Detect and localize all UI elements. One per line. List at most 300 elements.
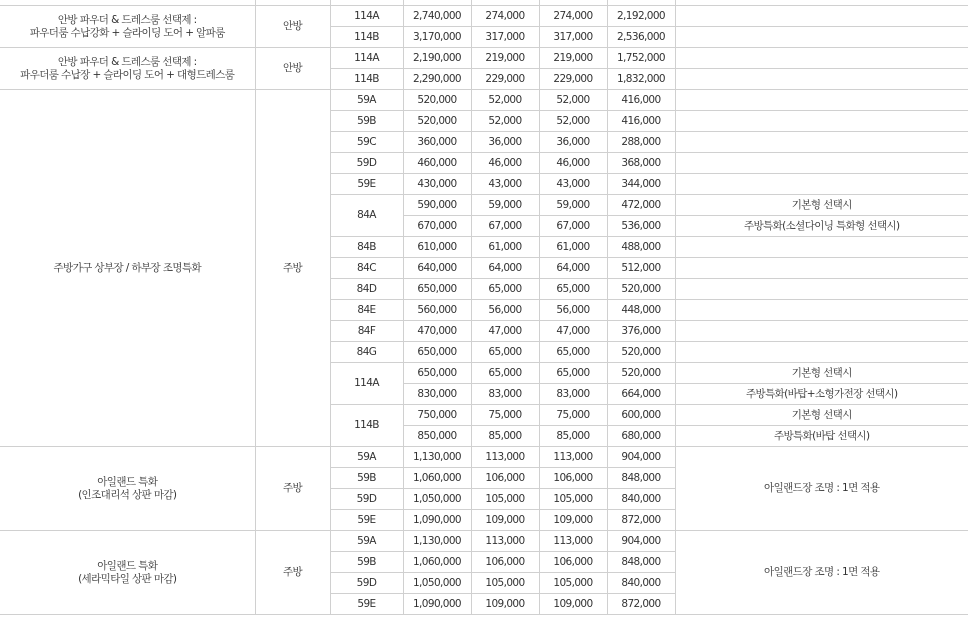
unit-type-label: 59E [357, 513, 376, 526]
item-name-line: (인조대리석 상판 마감) [78, 488, 177, 501]
price-value: 664,000 [621, 387, 661, 400]
price-cell [539, 27, 607, 48]
unit-type-label: 59D [356, 156, 377, 169]
type-cell [330, 174, 403, 195]
price-cell [403, 552, 471, 573]
price-cell [403, 195, 471, 216]
price-value: 67,000 [556, 219, 590, 232]
price-value: 106,000 [553, 471, 593, 484]
note-cell [675, 195, 968, 216]
item-cell [0, 90, 255, 447]
price-value: 52,000 [488, 114, 522, 127]
unit-type-label: 59E [357, 177, 376, 190]
item-name-line: 안방 파우더 & 드레스룸 선택제 : [57, 55, 197, 68]
item-name-line: 아일랜드 특화 [97, 559, 158, 572]
price-value: 59,000 [556, 198, 590, 211]
price-cell [607, 174, 675, 195]
price-value: 109,000 [485, 513, 525, 526]
note-cell [675, 27, 968, 48]
price-value: 448,000 [621, 303, 661, 316]
price-cell [607, 153, 675, 174]
price-cell [539, 468, 607, 489]
price-cell [539, 90, 607, 111]
price-value: 650,000 [417, 282, 457, 295]
price-cell [471, 111, 539, 132]
price-cell [471, 174, 539, 195]
price-value: 872,000 [621, 597, 661, 610]
price-cell [471, 384, 539, 405]
note-text: 주방특화(바탑 선택시) [773, 429, 870, 442]
price-value: 520,000 [417, 93, 457, 106]
price-value: 830,000 [417, 387, 457, 400]
price-cell [539, 153, 607, 174]
price-cell [539, 489, 607, 510]
type-cell [330, 447, 403, 468]
price-value: 85,000 [488, 429, 522, 442]
price-cell [539, 237, 607, 258]
price-cell [607, 279, 675, 300]
price-value: 105,000 [485, 576, 525, 589]
unit-type-label: 84C [357, 261, 376, 274]
price-cell [607, 111, 675, 132]
note-cell [675, 342, 968, 363]
price-value: 65,000 [488, 345, 522, 358]
price-value: 274,000 [553, 9, 593, 22]
note-text: 기본형 선택시 [791, 198, 852, 211]
price-cell [539, 132, 607, 153]
type-cell [330, 258, 403, 279]
price-cell [607, 48, 675, 69]
price-cell [539, 279, 607, 300]
type-cell [330, 363, 403, 405]
price-cell [471, 552, 539, 573]
price-value: 1,832,000 [616, 72, 666, 85]
item-name-line: 파우더룸 수납강화 + 슬라이딩 도어 + 알파룸 [29, 26, 225, 39]
price-value: 1,050,000 [412, 492, 462, 505]
price-cell [539, 216, 607, 237]
price-cell [471, 153, 539, 174]
note-cell [675, 405, 968, 426]
price-value: 904,000 [621, 450, 661, 463]
price-value: 61,000 [556, 240, 590, 253]
price-value: 344,000 [621, 177, 661, 190]
price-cell [403, 174, 471, 195]
note-cell [675, 174, 968, 195]
price-value: 1,752,000 [616, 51, 666, 64]
price-cell [539, 69, 607, 90]
price-cell [471, 363, 539, 384]
price-value: 488,000 [621, 240, 661, 253]
price-cell [539, 342, 607, 363]
price-value: 105,000 [553, 576, 593, 589]
price-cell [539, 531, 607, 552]
price-value: 840,000 [621, 492, 661, 505]
price-value: 59,000 [488, 198, 522, 211]
price-value: 2,190,000 [412, 51, 462, 64]
price-cell [607, 552, 675, 573]
price-cell [471, 69, 539, 90]
price-cell [607, 447, 675, 468]
price-cell [607, 90, 675, 111]
price-value: 416,000 [621, 114, 661, 127]
note-cell [675, 363, 968, 384]
note-cell [675, 426, 968, 447]
unit-type-label: 59B [357, 555, 376, 568]
price-cell [471, 468, 539, 489]
price-cell [471, 594, 539, 615]
price-value: 65,000 [556, 282, 590, 295]
unit-type-label: 59A [357, 450, 376, 463]
type-cell [330, 27, 403, 48]
price-value: 520,000 [621, 282, 661, 295]
note-cell [675, 300, 968, 321]
price-value: 36,000 [556, 135, 590, 148]
note-cell [675, 90, 968, 111]
price-value: 460,000 [417, 156, 457, 169]
location-cell [255, 90, 330, 447]
price-value: 67,000 [488, 219, 522, 232]
item-cell [0, 6, 255, 48]
item-name-line: 주방가구 상부장 / 하부장 조명특화 [53, 261, 201, 274]
price-value: 317,000 [553, 30, 593, 43]
price-cell [403, 510, 471, 531]
price-value: 848,000 [621, 555, 661, 568]
price-cell [607, 468, 675, 489]
price-value: 109,000 [553, 513, 593, 526]
price-cell [403, 258, 471, 279]
price-cell [403, 153, 471, 174]
price-cell [607, 489, 675, 510]
price-value: 113,000 [485, 534, 525, 547]
price-value: 560,000 [417, 303, 457, 316]
price-cell [403, 279, 471, 300]
location-cell [255, 6, 330, 48]
note-cell [675, 216, 968, 237]
price-cell [539, 6, 607, 27]
item-name-line: 파우더룸 수납장 + 슬라이딩 도어 + 대형드레스룸 [20, 68, 235, 81]
price-cell [403, 216, 471, 237]
price-cell [471, 447, 539, 468]
price-value: 512,000 [621, 261, 661, 274]
unit-type-label: 59A [357, 93, 376, 106]
price-value: 670,000 [417, 219, 457, 232]
price-cell [539, 510, 607, 531]
price-value: 848,000 [621, 471, 661, 484]
price-cell [539, 552, 607, 573]
price-cell [403, 384, 471, 405]
type-cell [330, 594, 403, 615]
price-cell [403, 489, 471, 510]
price-value: 106,000 [553, 555, 593, 568]
price-value: 56,000 [488, 303, 522, 316]
location-label: 안방 [282, 62, 303, 74]
unit-type-label: 59C [357, 135, 376, 148]
price-value: 600,000 [621, 408, 661, 421]
type-cell [330, 195, 403, 237]
type-cell [330, 342, 403, 363]
price-cell [539, 111, 607, 132]
type-cell [330, 237, 403, 258]
location-label: 주방 [282, 482, 303, 494]
price-value: 106,000 [485, 555, 525, 568]
type-cell [330, 111, 403, 132]
price-cell [471, 195, 539, 216]
price-cell [607, 426, 675, 447]
price-value: 840,000 [621, 576, 661, 589]
price-cell [607, 510, 675, 531]
type-cell [330, 321, 403, 342]
price-value: 2,290,000 [412, 72, 462, 85]
type-cell [330, 468, 403, 489]
price-cell [607, 216, 675, 237]
unit-type-label: 114B [354, 72, 379, 85]
price-value: 368,000 [621, 156, 661, 169]
note-cell [675, 111, 968, 132]
price-cell [471, 489, 539, 510]
price-cell [471, 510, 539, 531]
type-cell [330, 531, 403, 552]
price-cell [607, 594, 675, 615]
unit-type-label: 114A [354, 377, 379, 389]
price-value: 46,000 [556, 156, 590, 169]
type-cell [330, 405, 403, 447]
price-value: 750,000 [417, 408, 457, 421]
price-cell [403, 6, 471, 27]
price-value: 3,170,000 [412, 30, 462, 43]
type-cell [330, 69, 403, 90]
type-cell [330, 300, 403, 321]
note-text: 기본형 선택시 [791, 408, 852, 421]
price-cell [403, 573, 471, 594]
price-cell [607, 363, 675, 384]
unit-type-label: 59D [356, 576, 377, 589]
price-value: 850,000 [417, 429, 457, 442]
price-value: 109,000 [553, 597, 593, 610]
price-value: 85,000 [556, 429, 590, 442]
price-value: 229,000 [553, 72, 593, 85]
price-value: 2,192,000 [616, 9, 666, 22]
price-cell [403, 363, 471, 384]
location-label: 주방 [282, 566, 303, 578]
location-label: 안방 [282, 20, 303, 32]
price-cell [471, 237, 539, 258]
price-value: 43,000 [556, 177, 590, 190]
price-cell [539, 447, 607, 468]
price-cell [403, 342, 471, 363]
price-value: 1,130,000 [412, 534, 462, 547]
price-value: 65,000 [488, 282, 522, 295]
price-cell [607, 132, 675, 153]
price-value: 113,000 [485, 450, 525, 463]
price-cell [607, 384, 675, 405]
price-cell [539, 48, 607, 69]
note-text: 아일랜드장 조명 : 1면 적용 [764, 566, 880, 578]
type-cell [330, 6, 403, 27]
price-value: 52,000 [488, 93, 522, 106]
unit-type-label: 84A [357, 209, 376, 221]
location-label: 주방 [282, 261, 303, 274]
price-cell [539, 258, 607, 279]
price-value: 520,000 [417, 114, 457, 127]
unit-type-label: 59D [356, 492, 377, 505]
table-row [0, 531, 968, 552]
price-value: 1,060,000 [412, 555, 462, 568]
price-cell [471, 48, 539, 69]
price-cell [539, 384, 607, 405]
price-cell [471, 573, 539, 594]
price-cell [471, 321, 539, 342]
price-cell [403, 27, 471, 48]
type-cell [330, 90, 403, 111]
unit-type-label: 84F [357, 324, 376, 337]
price-cell [403, 468, 471, 489]
unit-type-label: 84B [357, 240, 376, 253]
note-cell [675, 447, 968, 531]
price-value: 61,000 [488, 240, 522, 253]
price-cell [403, 531, 471, 552]
unit-type-label: 59B [357, 114, 376, 127]
price-value: 1,090,000 [412, 513, 462, 526]
price-value: 640,000 [417, 261, 457, 274]
price-value: 65,000 [488, 366, 522, 379]
item-cell [0, 447, 255, 531]
note-cell [675, 237, 968, 258]
price-value: 904,000 [621, 534, 661, 547]
price-value: 56,000 [556, 303, 590, 316]
price-value: 680,000 [621, 429, 661, 442]
price-cell [471, 132, 539, 153]
price-cell [607, 195, 675, 216]
price-value: 52,000 [556, 114, 590, 127]
price-cell [403, 300, 471, 321]
price-value: 36,000 [488, 135, 522, 148]
unit-type-label: 84D [356, 282, 377, 295]
price-value: 1,060,000 [412, 471, 462, 484]
price-value: 1,050,000 [412, 576, 462, 589]
type-cell [330, 279, 403, 300]
unit-type-label: 114A [354, 9, 379, 22]
price-cell [607, 27, 675, 48]
price-cell [403, 111, 471, 132]
price-cell [403, 237, 471, 258]
price-cell [607, 342, 675, 363]
price-cell [607, 237, 675, 258]
price-value: 590,000 [417, 198, 457, 211]
price-cell [607, 6, 675, 27]
price-cell [471, 258, 539, 279]
item-name-line: 아일랜드 특화 [97, 475, 158, 488]
note-cell [675, 258, 968, 279]
price-value: 610,000 [417, 240, 457, 253]
price-cell [607, 258, 675, 279]
price-cell [471, 426, 539, 447]
unit-type-label: 114B [354, 419, 379, 431]
table-row [0, 48, 968, 69]
price-value: 83,000 [556, 387, 590, 400]
item-cell [0, 531, 255, 615]
note-cell [675, 69, 968, 90]
price-value: 43,000 [488, 177, 522, 190]
note-cell [675, 531, 968, 615]
price-value: 113,000 [553, 450, 593, 463]
price-value: 105,000 [485, 492, 525, 505]
price-value: 65,000 [556, 366, 590, 379]
price-value: 229,000 [485, 72, 525, 85]
item-name-line: 안방 파우더 & 드레스룸 선택제 : [57, 13, 197, 26]
price-cell [403, 90, 471, 111]
note-text: 기본형 선택시 [791, 366, 852, 379]
price-value: 219,000 [485, 51, 525, 64]
price-cell [539, 594, 607, 615]
price-cell [403, 132, 471, 153]
price-cell [403, 321, 471, 342]
table-row [0, 90, 968, 111]
price-value: 472,000 [621, 198, 661, 211]
price-value: 65,000 [556, 345, 590, 358]
price-value: 106,000 [485, 471, 525, 484]
price-value: 75,000 [488, 408, 522, 421]
price-cell [403, 69, 471, 90]
price-cell [539, 363, 607, 384]
price-value: 46,000 [488, 156, 522, 169]
price-value: 64,000 [556, 261, 590, 274]
type-cell [330, 48, 403, 69]
price-value: 376,000 [621, 324, 661, 337]
note-text: 주방특화(소셜다이닝 특화형 선택시) [743, 219, 900, 232]
price-value: 109,000 [485, 597, 525, 610]
price-cell [539, 405, 607, 426]
price-value: 105,000 [553, 492, 593, 505]
price-cell [403, 48, 471, 69]
price-value: 430,000 [417, 177, 457, 190]
price-cell [539, 426, 607, 447]
price-cell [471, 6, 539, 27]
type-cell [330, 153, 403, 174]
note-cell [675, 279, 968, 300]
price-cell [607, 405, 675, 426]
item-name-line: (세라믹타일 상판 마감) [78, 572, 177, 585]
price-value: 113,000 [553, 534, 593, 547]
note-cell [675, 153, 968, 174]
note-cell [675, 48, 968, 69]
unit-type-label: 114B [354, 30, 379, 43]
price-value: 872,000 [621, 513, 661, 526]
price-cell [471, 90, 539, 111]
price-cell [403, 426, 471, 447]
type-cell [330, 510, 403, 531]
item-cell [0, 48, 255, 90]
note-cell [675, 6, 968, 27]
price-cell [471, 342, 539, 363]
note-text: 주방특화(바탑+소형가전장 선택시) [745, 387, 898, 400]
type-cell [330, 489, 403, 510]
price-value: 360,000 [417, 135, 457, 148]
table-row [0, 447, 968, 468]
unit-type-label: 59A [357, 534, 376, 547]
price-value: 536,000 [621, 219, 661, 232]
price-cell [607, 321, 675, 342]
location-cell [255, 447, 330, 531]
price-cell [607, 300, 675, 321]
price-value: 1,130,000 [412, 450, 462, 463]
price-cell [607, 531, 675, 552]
price-value: 83,000 [488, 387, 522, 400]
price-cell [471, 27, 539, 48]
price-cell [471, 279, 539, 300]
unit-type-label: 84G [356, 345, 377, 358]
price-value: 416,000 [621, 93, 661, 106]
price-value: 47,000 [556, 324, 590, 337]
